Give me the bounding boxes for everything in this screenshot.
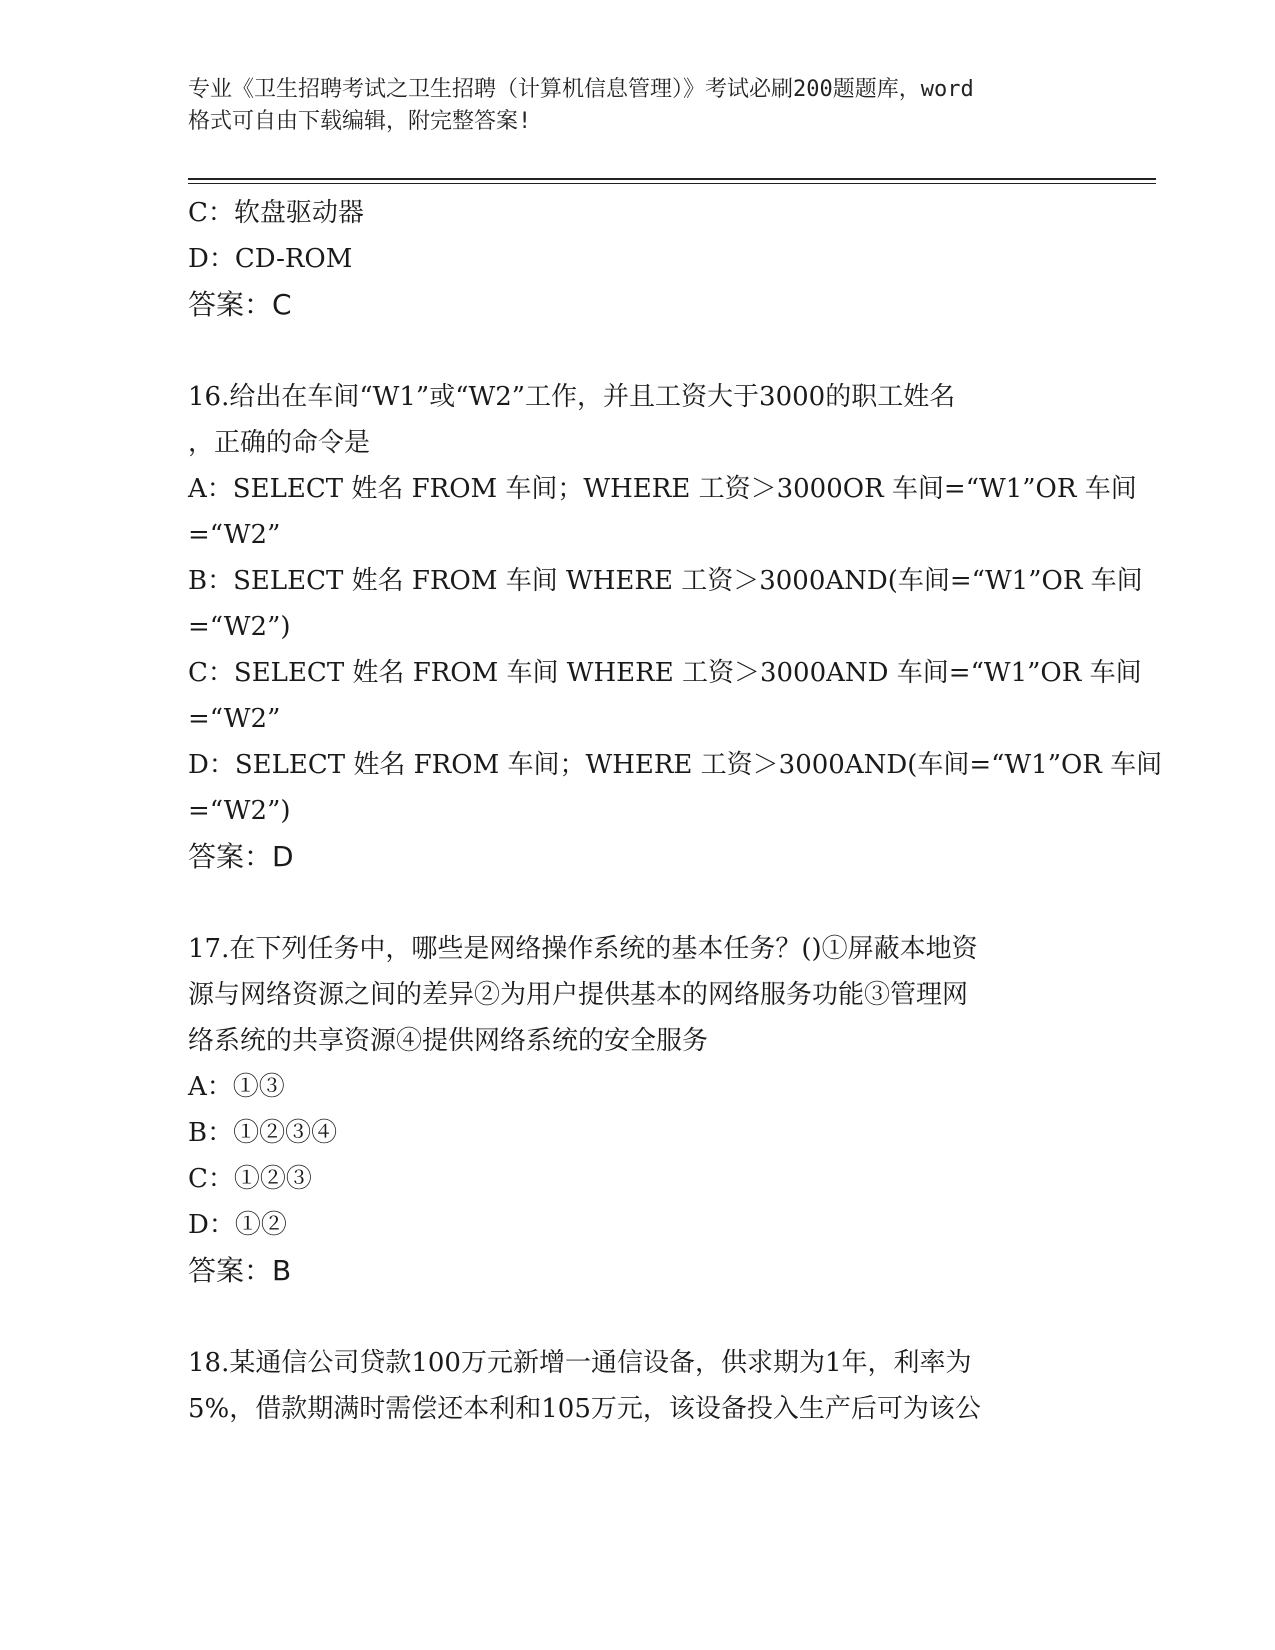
option-a: A：SELECT 姓名 FROM 车间；WHERE 工资＞3000OR 车间=“W1”OR 车间	[188, 474, 1137, 504]
question-stem-continued: ，正确的命令是	[188, 428, 371, 458]
option-b-continued: =“W2”)	[188, 612, 291, 642]
question-15-tail	[188, 190, 1088, 328]
header-divider-thick	[188, 178, 1156, 180]
header-divider-thin	[188, 183, 1156, 184]
question-gap	[188, 1294, 1088, 1340]
option-d: D：①②	[188, 1210, 287, 1240]
answer-line: 答案：B	[188, 1254, 292, 1287]
question-stem: 18.某通信公司贷款100万元新增一通信设备，供求期为1年，利率为	[188, 1348, 972, 1378]
answer-line: 答案：D	[188, 840, 294, 873]
page-header	[188, 74, 1088, 138]
header-title-line-2: 格式可自由下载编辑，附完整答案!	[188, 109, 532, 134]
document-body	[188, 190, 1163, 1432]
option-d: D：CD-ROM	[188, 244, 353, 274]
question-stem-continued: 络系统的共享资源④提供网络系统的安全服务	[188, 1026, 709, 1056]
option-c: C：软盘驱动器	[188, 198, 364, 228]
question-stem-continued: 5%，借款期满时需偿还本利和105万元，该设备投入生产后可为该公	[188, 1394, 981, 1424]
header-title-line-1: 专业《卫生招聘考试之卫生招聘（计算机信息管理）》考试必刷200题题库，word	[188, 77, 974, 102]
question-stem-continued: 源与网络资源之间的差异②为用户提供基本的网络服务功能③管理网	[188, 980, 969, 1010]
question-stem: 17.在下列任务中，哪些是网络操作系统的基本任务？()①屏蔽本地资	[188, 934, 978, 964]
option-c: C：SELECT 姓名 FROM 车间 WHERE 工资＞3000AND 车间=“W1”OR 车间	[188, 658, 1142, 688]
option-d-continued: =“W2”)	[188, 796, 291, 826]
option-c-continued: =“W2”	[188, 704, 281, 734]
option-b: B：①②③④	[188, 1118, 338, 1148]
question-18	[188, 1340, 1088, 1432]
question-gap	[188, 328, 1088, 374]
question-16	[188, 374, 1163, 880]
option-a-continued: =“W2”	[188, 520, 281, 550]
option-a: A：①③	[188, 1072, 285, 1102]
question-stem: 16.给出在车间“W1”或“W2”工作，并且工资大于3000的职工姓名	[188, 382, 956, 412]
answer-line: 答案：C	[188, 288, 292, 321]
option-c: C：①②③	[188, 1164, 312, 1194]
option-d: D：SELECT 姓名 FROM 车间；WHERE 工资＞3000AND(车间=“W1”OR 车间	[188, 750, 1163, 780]
option-b: B：SELECT 姓名 FROM 车间 WHERE 工资＞3000AND(车间=“W1”OR 车间	[188, 566, 1143, 596]
question-gap	[188, 880, 1088, 926]
question-17	[188, 926, 1088, 1294]
